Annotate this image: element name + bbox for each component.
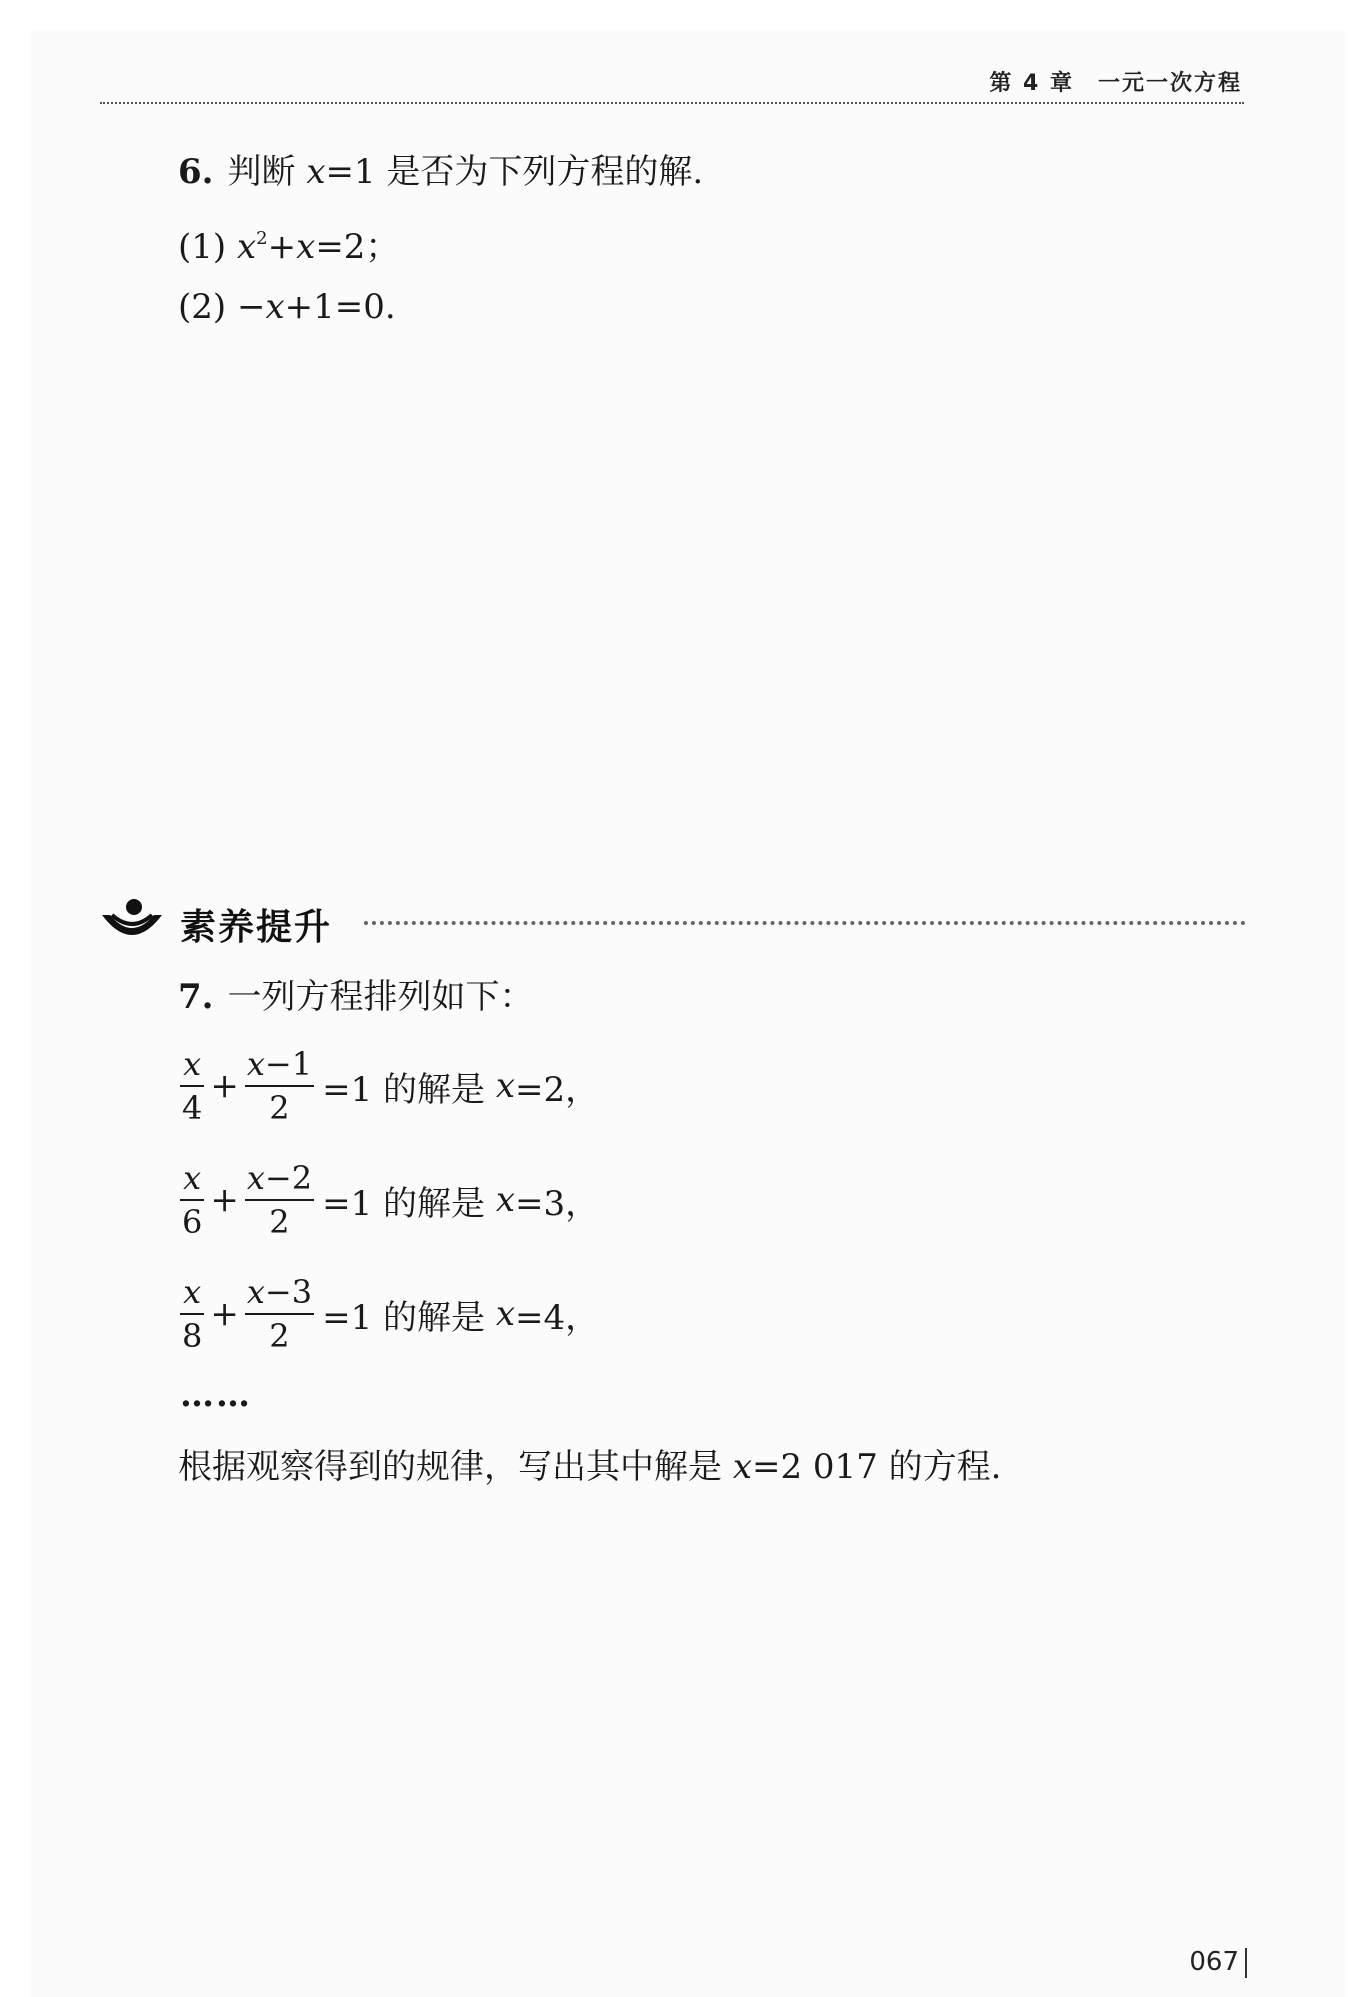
plus-sign: +	[210, 1066, 239, 1106]
section-title: 素养提升	[180, 907, 333, 948]
denominator: 6	[182, 1203, 203, 1241]
numerator	[245, 1159, 314, 1197]
denominator: 4	[182, 1089, 203, 1127]
denominator: 2	[269, 1203, 290, 1241]
fraction	[245, 1045, 314, 1127]
fraction-bar	[180, 1313, 204, 1315]
stem-text-after: =1 是否为下列方程的解.	[325, 152, 704, 192]
prompt-text-after: =2 017 的方程.	[752, 1447, 1002, 1487]
section-heading	[96, 893, 1246, 949]
variable-x: x	[265, 287, 285, 327]
question-number: 6.	[178, 152, 214, 192]
equation-rest: =2；	[315, 227, 400, 267]
numerator-rest: −2	[264, 1159, 313, 1197]
numerator-rest: −1	[264, 1045, 313, 1083]
variable-x: x	[495, 1294, 516, 1334]
fraction	[180, 1273, 204, 1355]
equation-tail: =1 的解是	[322, 1183, 486, 1224]
equation-tail: =1 的解是	[322, 1297, 486, 1338]
operator: +	[267, 227, 297, 267]
part-label: (2)	[178, 287, 227, 327]
numerator: x	[183, 1045, 202, 1083]
variable-x: x	[306, 152, 326, 192]
numerator	[245, 1273, 314, 1311]
plus-sign: +	[210, 1294, 239, 1334]
minus-sign: −	[236, 287, 266, 327]
fraction	[180, 1159, 204, 1241]
variable-x: x	[236, 227, 257, 267]
question-7-prompt	[178, 1445, 1001, 1489]
plus-sign: +	[210, 1180, 239, 1220]
denominator: 2	[269, 1317, 290, 1355]
variable-x: x	[732, 1447, 752, 1487]
ellipsis: ……	[180, 1375, 252, 1415]
solution-value: =4，	[515, 1297, 600, 1338]
question-6-part-2	[178, 285, 396, 329]
solution-value: =2，	[515, 1069, 600, 1110]
question-6-part-1	[178, 217, 399, 269]
numerator: x	[183, 1159, 202, 1197]
denominator: 2	[269, 1089, 290, 1127]
variable-x: x	[296, 227, 316, 267]
variable-x: x	[495, 1066, 516, 1106]
question-number: 7.	[178, 977, 214, 1017]
exponent: 2	[256, 228, 268, 249]
equation-tail: =1 的解是	[322, 1069, 486, 1110]
equation-rest: +1=0.	[284, 287, 396, 327]
numerator-rest: −3	[264, 1273, 313, 1311]
fraction-bar	[245, 1199, 314, 1201]
part-label: (1)	[178, 227, 227, 267]
denominator: 8	[182, 1317, 203, 1355]
variable-x: x	[246, 1159, 265, 1197]
variable-x: x	[246, 1045, 265, 1083]
stem-text: 一列方程排列如下：	[227, 977, 534, 1017]
solution-value: =3，	[515, 1183, 600, 1224]
variable-x: x	[246, 1273, 265, 1311]
stem-text-before: 判断	[227, 152, 296, 192]
fraction	[245, 1273, 314, 1355]
equation-1	[178, 1043, 599, 1129]
fraction-bar	[180, 1085, 204, 1087]
chapter-title: 第 4 章 一元一次方程	[989, 71, 1242, 96]
smile-badge-icon	[96, 893, 166, 949]
prompt-text-before: 根据观察得到的规律，写出其中解是	[178, 1447, 722, 1487]
variable-x: x	[495, 1180, 516, 1220]
equation-3	[178, 1271, 599, 1357]
fraction-bar	[180, 1199, 204, 1201]
running-header	[100, 62, 1244, 104]
dotted-divider	[364, 921, 1246, 925]
numerator: x	[183, 1273, 202, 1311]
question-6-stem	[178, 150, 703, 194]
numerator	[245, 1045, 314, 1083]
fraction	[180, 1045, 204, 1127]
question-7-stem	[178, 975, 534, 1019]
fraction	[245, 1159, 314, 1241]
page-number: 067	[1189, 1947, 1247, 1978]
fraction-bar	[245, 1085, 314, 1087]
equation-2	[178, 1157, 599, 1243]
fraction-bar	[245, 1313, 314, 1315]
